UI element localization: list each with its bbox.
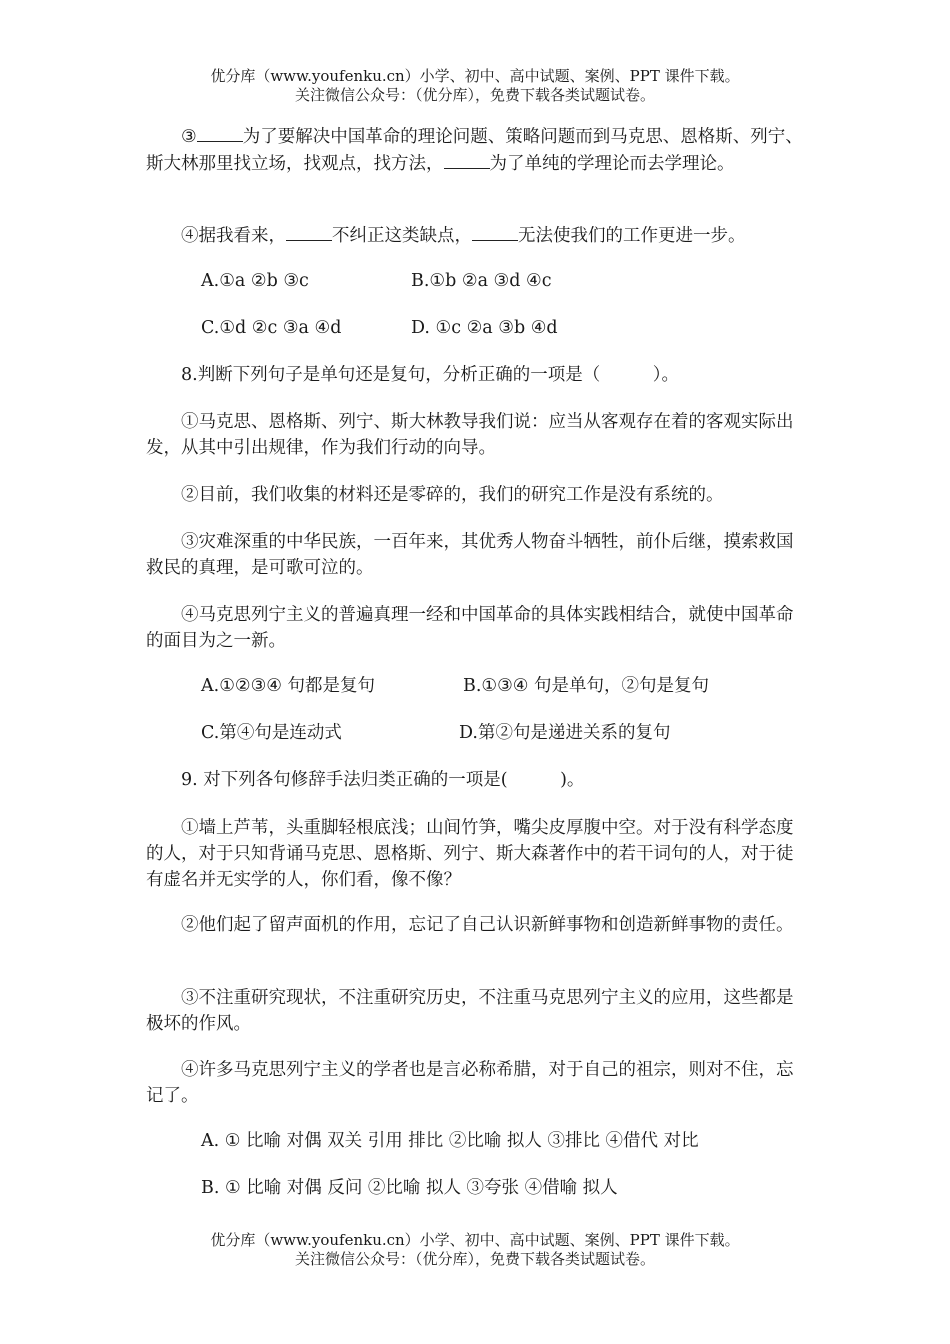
page-header [0, 67, 950, 105]
item-4-mid: 不纠正这类缺点， [332, 226, 472, 246]
q8-option-b[interactable]: B.①③④ 句是单句，②句是复句 [463, 676, 710, 696]
q8-sentence-4: ④马克思列宁主义的普遍真理一经和中国革命的具体实践相结合，就使中国革命的面目为之一新。 [146, 605, 794, 651]
item-4-paragraph [146, 222, 806, 249]
q7-option-b[interactable]: B.①b ②a ③d ④c [411, 271, 552, 291]
q8-options-row-2 [201, 720, 801, 746]
answer-blank [472, 222, 518, 241]
q8-stem: 8.判断下列句子是单句还是复句，分析正确的一项是（ ）。 [181, 365, 679, 385]
q7-options-row-1 [201, 268, 801, 294]
item-3-mid: 为了要解决中国革命的理论问题、策略问题而到马克思、恩格斯、列宁、斯大林那里找立场，找观点，找方法， [146, 127, 803, 174]
item-3-paragraph [146, 123, 806, 177]
footer-line-2: 关注微信公众号：（优分库），免费下载各类试题试卷。 [294, 1250, 655, 1268]
item-4-lead: ④据我看来， [181, 226, 286, 246]
q8-option-a[interactable]: A.①②③④ 句都是复句 [201, 676, 376, 696]
item-4-tail: 无法使我们的工作更进一步。 [518, 226, 746, 246]
answer-blank [197, 123, 243, 142]
q7-option-c[interactable]: C.①d ②c ③a ④d [201, 318, 342, 338]
header-line-2: 关注微信公众号：（优分库），免费下载各类试题试卷。 [294, 86, 655, 104]
q9-sentence-1: ①墙上芦苇，头重脚轻根底浅；山间竹笋，嘴尖皮厚腹中空。对于没有科学态度的人，对于只知背诵马克思、恩格斯、列宁、斯大森著作中的若干词句的人，对于徒有虚名并无实学的人，你们看，像不像？ [146, 818, 794, 890]
q8-sentence-2: ②目前，我们收集的材料还是零碎的，我们的研究工作是没有系统的。 [181, 485, 724, 505]
q9-stem: 9. 对下列各句修辞手法归类正确的一项是( )。 [181, 770, 585, 790]
q8-option-c[interactable]: C.第④句是连动式 [201, 723, 342, 743]
q9-sentence-4: ④许多马克思列宁主义的学者也是言必称希腊，对于自己的祖宗，则对不住，忘记了。 [146, 1060, 794, 1106]
q8-options-row-1 [201, 673, 801, 699]
q8-option-d[interactable]: D.第②句是递进关系的复句 [459, 723, 671, 743]
answer-blank [444, 150, 490, 169]
header-line-1: 优分库（www.youfenku.cn）小学、初中、高中试题、案例、PPT 课件下载。 [210, 67, 740, 85]
footer-line-1: 优分库（www.youfenku.cn）小学、初中、高中试题、案例、PPT 课件下载。 [210, 1231, 740, 1249]
q9-option-a[interactable]: A. ① 比喻 对偶 双关 引用 排比 ②比喻 拟人 ③排比 ④借代 对比 [201, 1131, 699, 1151]
q8-sentence-3: ③灾难深重的中华民族，一百年来，其优秀人物奋斗牺牲，前仆后继，摸索救国救民的真理，是可歌可泣的。 [146, 532, 794, 578]
q7-options-row-2 [201, 315, 801, 341]
q7-option-d[interactable]: D. ①c ②a ③b ④d [411, 318, 558, 338]
item-3-lead: ③ [181, 127, 197, 147]
q9-sentence-2: ②他们起了留声面机的作用，忘记了自己认识新鲜事物和创造新鲜事物的责任。 [181, 915, 794, 935]
q9-option-b[interactable]: B. ① 比喻 对偶 反问 ②比喻 拟人 ③夸张 ④借喻 拟人 [201, 1178, 618, 1198]
q8-sentence-1: ①马克思、恩格斯、列宁、斯大林教导我们说：应当从客观存在着的客观实际出发，从其中引出规律，作为我们行动的向导。 [146, 412, 794, 458]
q7-option-a[interactable]: A.①a ②b ③c [201, 271, 309, 291]
answer-blank [286, 222, 332, 241]
page-footer [0, 1231, 950, 1269]
item-3-tail: 为了单纯的学理论而去学理论。 [489, 154, 735, 174]
q9-sentence-3: ③不注重研究现状，不注重研究历史，不注重马克思列宁主义的应用，这些都是极坏的作风。 [146, 988, 794, 1034]
